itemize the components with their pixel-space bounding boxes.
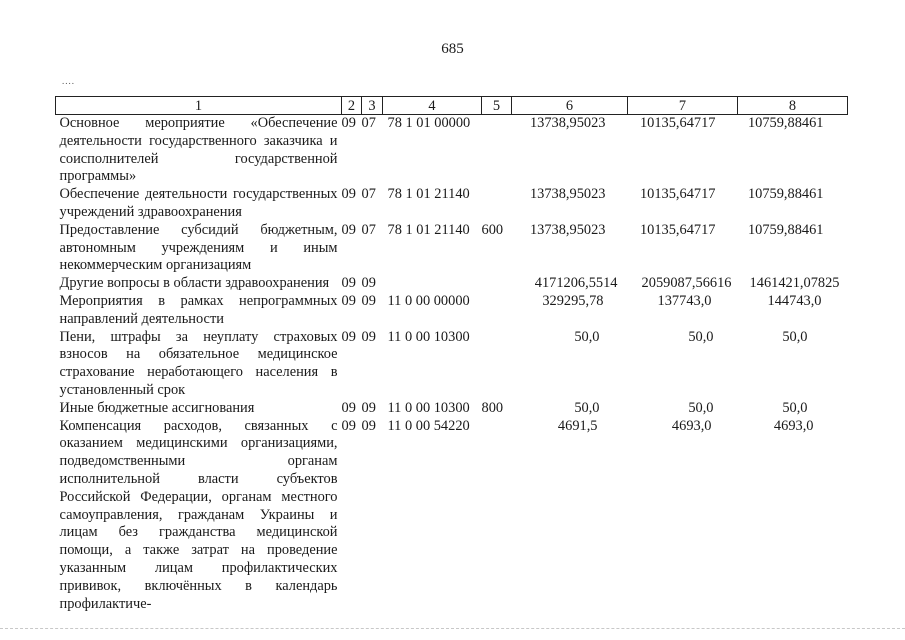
row-subsection: 07 xyxy=(361,115,376,131)
row-subsection: 09 xyxy=(361,417,376,434)
row-name: Мероприятия в рамках непрограммных направлений деятельности xyxy=(59,292,338,327)
row-section: 09 xyxy=(341,115,356,131)
row-amount-year-2: 10135,64717 xyxy=(639,186,716,203)
row-amount-year-3: 4693,0 xyxy=(773,417,814,434)
table-row xyxy=(56,329,848,400)
row-target-article: 11 0 00 10300 xyxy=(387,328,470,345)
row-name: Иные бюджетные ассигнования xyxy=(59,399,255,416)
row-section: 09 xyxy=(341,221,356,238)
row-subsection: 09 xyxy=(361,275,376,292)
table-row xyxy=(56,400,848,418)
row-amount-year-2: 50,0 xyxy=(688,328,714,345)
table-row xyxy=(56,275,848,293)
budget-table xyxy=(55,96,848,613)
row-amount-year-3: 10759,88461 xyxy=(747,221,824,238)
row-amount-year-3: 10759,88461 xyxy=(747,186,824,203)
page-bottom-edge xyxy=(0,628,905,629)
row-target-article: 11 0 00 10300 xyxy=(387,399,470,416)
row-amount-year-2: 137743,0 xyxy=(657,292,712,309)
row-expense-type xyxy=(482,293,512,329)
column-header-year-2: 7 xyxy=(628,97,738,115)
row-amount-year-1: 13738,95023 xyxy=(529,221,606,238)
row-subsection: 09 xyxy=(361,292,376,309)
row-subsection: 09 xyxy=(361,399,376,416)
row-amount-year-1: 13738,95023 xyxy=(529,115,606,131)
row-amount-year-2: 50,0 xyxy=(688,399,714,416)
row-amount-year-1: 329295,78 xyxy=(542,292,604,309)
column-header-subsection: 3 xyxy=(362,97,383,115)
row-amount-year-2: 2059087,56616 xyxy=(641,275,732,292)
table-row xyxy=(56,222,848,275)
row-section: 09 xyxy=(341,399,356,416)
table-row xyxy=(56,186,848,222)
row-amount-year-3: 144743,0 xyxy=(767,292,822,309)
row-expense-type: 800 xyxy=(481,399,504,416)
table-row xyxy=(56,115,848,187)
row-name: Пени, штрафы за неуплату страховых взносов на обязательное медицинское страхование неработающего населения в установленный срок xyxy=(59,328,338,398)
row-name: Обеспечение деятельности государственных учреждений здравоохранения xyxy=(59,186,338,220)
scan-mark: .... xyxy=(62,76,75,86)
column-header-section: 2 xyxy=(342,97,362,115)
row-amount-year-1: 13738,95023 xyxy=(529,186,606,203)
row-expense-type: 600 xyxy=(481,221,504,238)
column-header-year-3: 8 xyxy=(738,97,848,115)
row-amount-year-2: 4693,0 xyxy=(671,417,712,434)
row-expense-type xyxy=(482,186,512,222)
row-amount-year-3: 1461421,07825 xyxy=(749,275,840,292)
page-number: 685 xyxy=(441,41,464,57)
row-target-article: 78 1 01 21140 xyxy=(387,221,470,238)
row-name: Предоставление субсидий бюджетным, автономным учреждениям и иным некоммерческим организациям xyxy=(59,221,338,274)
row-amount-year-1: 50,0 xyxy=(574,328,600,345)
row-section: 09 xyxy=(341,328,356,345)
row-subsection: 09 xyxy=(361,328,376,345)
column-header-target-article: 4 xyxy=(383,97,482,115)
header-row xyxy=(56,97,848,115)
row-expense-type xyxy=(482,275,512,293)
row-name: Компенсация расходов, связанных с оказанием медицинскими организациями, подведомственными органам исполнительной власти субъектов Российской Федерации, органам местного самоуправления, гражданам Украины и лицам без гражданства медицинской помощи, а также затрат на проведение указанным лицам профилактических прививок, включённых в календарь профилактиче- xyxy=(59,417,338,612)
table-row xyxy=(56,418,848,614)
row-name: Основное мероприятие «Обеспечение деятельности государственного заказчика и соисполнителей государственной программы» xyxy=(59,115,338,185)
row-name: Другие вопросы в области здравоохранения xyxy=(59,275,330,292)
row-amount-year-3: 50,0 xyxy=(782,328,808,345)
row-expense-type xyxy=(482,115,512,187)
row-amount-year-3: 10759,88461 xyxy=(747,115,824,131)
row-section: 09 xyxy=(341,275,356,292)
column-header-name: 1 xyxy=(56,97,342,115)
column-header-expense-type: 5 xyxy=(482,97,512,115)
row-target-article: 11 0 00 54220 xyxy=(387,417,470,434)
row-amount-year-1: 4171206,5514 xyxy=(534,275,618,292)
table-row xyxy=(56,293,848,329)
row-amount-year-2: 10135,64717 xyxy=(639,221,716,238)
row-section: 09 xyxy=(341,186,356,203)
row-expense-type xyxy=(482,418,512,614)
row-amount-year-3: 50,0 xyxy=(782,399,808,416)
row-subsection: 07 xyxy=(361,221,376,238)
row-subsection: 07 xyxy=(361,186,376,203)
row-expense-type xyxy=(482,329,512,400)
row-section: 09 xyxy=(341,292,356,309)
column-header-year-1: 6 xyxy=(512,97,628,115)
row-amount-year-1: 50,0 xyxy=(574,399,600,416)
row-target-article: 78 1 01 21140 xyxy=(387,186,470,203)
row-target-article: 78 1 01 00000 xyxy=(387,115,471,131)
row-amount-year-1: 4691,5 xyxy=(557,417,598,434)
row-amount-year-2: 10135,64717 xyxy=(639,115,716,131)
row-target-article: 11 0 00 00000 xyxy=(387,292,470,309)
row-target-article xyxy=(383,275,482,293)
row-section: 09 xyxy=(341,417,356,434)
